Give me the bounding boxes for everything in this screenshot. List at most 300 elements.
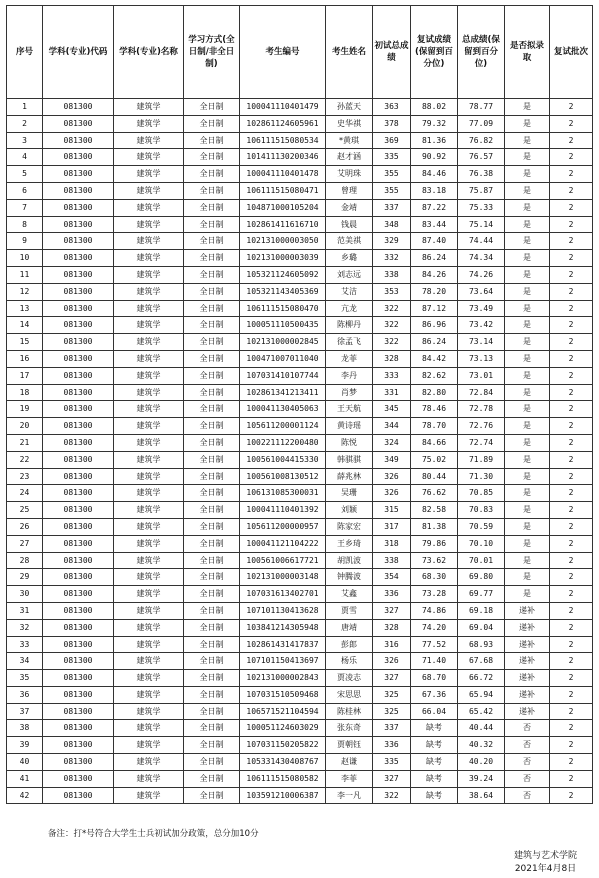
cell-retest-batch: 2 [550,99,593,116]
cell-retest-batch: 2 [550,602,593,619]
cell-candidate-name: 赵才涵 [326,149,373,166]
cell-study-mode: 全日制 [184,132,240,149]
cell-candidate-id: 102131000003039 [240,250,326,267]
cell-retest-score: 78.46 [411,401,458,418]
cell-total-score: 72.84 [458,384,505,401]
cell-admitted: 是 [505,535,550,552]
cell-retest-score: 75.02 [411,451,458,468]
cell-candidate-name: 刘颖 [326,502,373,519]
cell-prelim-score: 327 [373,670,411,687]
cell-subject-name: 建筑学 [114,334,184,351]
cell-candidate-id: 102861341213411 [240,384,326,401]
cell-index: 9 [7,233,43,250]
cell-subject-name: 建筑学 [114,770,184,787]
cell-retest-score: 缺考 [411,754,458,771]
cell-index: 13 [7,300,43,317]
table-row [7,300,593,317]
cell-prelim-score: 344 [373,418,411,435]
cell-prelim-score: 332 [373,250,411,267]
cell-subject-name: 建筑学 [114,434,184,451]
cell-retest-batch: 2 [550,502,593,519]
table-row [7,250,593,267]
cell-candidate-id: 106111515080534 [240,132,326,149]
table-row [7,686,593,703]
cell-retest-batch: 2 [550,787,593,804]
cell-study-mode: 全日制 [184,552,240,569]
cell-candidate-name: 金靖 [326,199,373,216]
cell-candidate-id: 105331430408767 [240,754,326,771]
cell-retest-batch: 2 [550,754,593,771]
cell-candidate-id: 106571521104594 [240,703,326,720]
cell-candidate-id: 100041110401392 [240,502,326,519]
cell-candidate-name: 徐孟飞 [326,334,373,351]
cell-subject-code: 081300 [43,384,114,401]
cell-admitted: 是 [505,233,550,250]
cell-candidate-id: 107101150413697 [240,653,326,670]
cell-subject-name: 建筑学 [114,602,184,619]
table-row [7,132,593,149]
cell-index: 1 [7,99,43,116]
cell-admitted: 是 [505,283,550,300]
table-row [7,636,593,653]
cell-subject-code: 081300 [43,300,114,317]
cell-prelim-score: 322 [373,317,411,334]
cell-candidate-name: 陈悦 [326,434,373,451]
cell-total-score: 40.20 [458,754,505,771]
cell-candidate-name: 史华祺 [326,115,373,132]
cell-study-mode: 全日制 [184,518,240,535]
cell-prelim-score: 338 [373,266,411,283]
cell-subject-code: 081300 [43,216,114,233]
cell-study-mode: 全日制 [184,166,240,183]
cell-prelim-score: 355 [373,182,411,199]
cell-retest-score: 82.58 [411,502,458,519]
cell-retest-score: 79.86 [411,535,458,552]
table-row [7,451,593,468]
cell-candidate-id: 100051124603029 [240,720,326,737]
cell-subject-code: 081300 [43,518,114,535]
cell-admitted: 是 [505,468,550,485]
cell-admitted: 是 [505,552,550,569]
cell-candidate-name: 李菲 [326,770,373,787]
header-study-mode: 学习方式(全日制/非全日制) [184,6,240,99]
cell-subject-code: 081300 [43,115,114,132]
cell-total-score: 70.83 [458,502,505,519]
table-row [7,283,593,300]
cell-study-mode: 全日制 [184,233,240,250]
cell-index: 36 [7,686,43,703]
cell-prelim-score: 353 [373,283,411,300]
cell-admitted: 递补 [505,670,550,687]
cell-subject-code: 081300 [43,586,114,603]
cell-retest-batch: 2 [550,115,593,132]
cell-admitted: 否 [505,787,550,804]
cell-admitted: 是 [505,250,550,267]
cell-index: 38 [7,720,43,737]
table-row [7,317,593,334]
cell-study-mode: 全日制 [184,485,240,502]
cell-candidate-id: 102131000003050 [240,233,326,250]
cell-subject-code: 081300 [43,149,114,166]
cell-study-mode: 全日制 [184,653,240,670]
cell-total-score: 70.10 [458,535,505,552]
cell-index: 32 [7,619,43,636]
cell-subject-code: 081300 [43,569,114,586]
cell-study-mode: 全日制 [184,535,240,552]
cell-total-score: 73.14 [458,334,505,351]
table-row [7,502,593,519]
cell-subject-code: 081300 [43,250,114,267]
cell-admitted: 是 [505,434,550,451]
cell-index: 18 [7,384,43,401]
cell-subject-name: 建筑学 [114,619,184,636]
table-row [7,115,593,132]
cell-candidate-id: 100561006617721 [240,552,326,569]
table-row [7,670,593,687]
cell-subject-name: 建筑学 [114,401,184,418]
cell-subject-code: 081300 [43,636,114,653]
cell-candidate-id: 106131085300031 [240,485,326,502]
cell-total-score: 72.76 [458,418,505,435]
cell-prelim-score: 335 [373,754,411,771]
remark-note: 备注：打*号符合大学生士兵初试加分政策，总分加10分 [48,829,259,839]
cell-candidate-name: 陈桂林 [326,703,373,720]
cell-total-score: 70.59 [458,518,505,535]
cell-subject-name: 建筑学 [114,636,184,653]
cell-index: 20 [7,418,43,435]
cell-total-score: 38.64 [458,787,505,804]
cell-retest-batch: 2 [550,770,593,787]
cell-retest-batch: 2 [550,350,593,367]
table-row [7,653,593,670]
cell-prelim-score: 378 [373,115,411,132]
cell-study-mode: 全日制 [184,317,240,334]
cell-candidate-id: 106111515080470 [240,300,326,317]
cell-total-score: 77.09 [458,115,505,132]
cell-retest-batch: 2 [550,367,593,384]
cell-study-mode: 全日制 [184,586,240,603]
cell-retest-batch: 2 [550,132,593,149]
cell-subject-name: 建筑学 [114,283,184,300]
table-row [7,703,593,720]
cell-candidate-name: 唐靖 [326,619,373,636]
cell-candidate-id: 107031150205822 [240,737,326,754]
cell-admitted: 是 [505,518,550,535]
cell-study-mode: 全日制 [184,670,240,687]
cell-study-mode: 全日制 [184,216,240,233]
cell-index: 3 [7,132,43,149]
cell-retest-batch: 2 [550,636,593,653]
cell-retest-score: 87.22 [411,199,458,216]
cell-retest-batch: 2 [550,199,593,216]
cell-subject-name: 建筑学 [114,418,184,435]
cell-subject-code: 081300 [43,737,114,754]
cell-subject-name: 建筑学 [114,216,184,233]
cell-subject-name: 建筑学 [114,737,184,754]
header-candidate-name: 考生姓名 [326,6,373,99]
cell-candidate-id: 100051110500435 [240,317,326,334]
cell-subject-code: 081300 [43,686,114,703]
cell-subject-code: 081300 [43,182,114,199]
table-row [7,384,593,401]
cell-retest-batch: 2 [550,468,593,485]
cell-subject-name: 建筑学 [114,586,184,603]
cell-admitted: 是 [505,300,550,317]
table-row [7,518,593,535]
cell-retest-score: 90.92 [411,149,458,166]
cell-index: 37 [7,703,43,720]
cell-total-score: 75.33 [458,199,505,216]
cell-subject-code: 081300 [43,485,114,502]
table-body [7,99,593,804]
cell-retest-score: 82.62 [411,367,458,384]
cell-admitted: 是 [505,132,550,149]
cell-admitted: 否 [505,720,550,737]
header-retest-score: 复试成绩(保留到百分位) [411,6,458,99]
cell-retest-batch: 2 [550,619,593,636]
cell-candidate-name: 范美祺 [326,233,373,250]
cell-candidate-id: 107031613402701 [240,586,326,603]
table-row [7,754,593,771]
cell-retest-batch: 2 [550,283,593,300]
cell-subject-name: 建筑学 [114,653,184,670]
cell-retest-score: 83.44 [411,216,458,233]
cell-total-score: 76.38 [458,166,505,183]
cell-study-mode: 全日制 [184,720,240,737]
cell-total-score: 75.14 [458,216,505,233]
cell-subject-name: 建筑学 [114,99,184,116]
cell-subject-name: 建筑学 [114,552,184,569]
cell-candidate-name: 刘志远 [326,266,373,283]
cell-candidate-name: 钱晨 [326,216,373,233]
cell-index: 39 [7,737,43,754]
cell-index: 26 [7,518,43,535]
cell-total-score: 71.89 [458,451,505,468]
cell-retest-batch: 2 [550,233,593,250]
cell-subject-code: 081300 [43,166,114,183]
cell-retest-batch: 2 [550,166,593,183]
cell-subject-name: 建筑学 [114,199,184,216]
cell-candidate-name: 孙蓝天 [326,99,373,116]
cell-admitted: 是 [505,502,550,519]
cell-total-score: 70.01 [458,552,505,569]
cell-candidate-name: 彭郎 [326,636,373,653]
cell-prelim-score: 318 [373,535,411,552]
cell-retest-score: 缺考 [411,720,458,737]
cell-admitted: 是 [505,367,550,384]
cell-candidate-id: 102861431417837 [240,636,326,653]
cell-prelim-score: 322 [373,787,411,804]
cell-admitted: 递补 [505,653,550,670]
cell-study-mode: 全日制 [184,418,240,435]
cell-candidate-id: 105321124605092 [240,266,326,283]
table-row [7,266,593,283]
cell-study-mode: 全日制 [184,350,240,367]
cell-retest-score: 86.24 [411,334,458,351]
table-row [7,367,593,384]
cell-prelim-score: 349 [373,451,411,468]
cell-retest-score: 71.40 [411,653,458,670]
cell-index: 21 [7,434,43,451]
cell-subject-name: 建筑学 [114,182,184,199]
table-row [7,418,593,435]
cell-study-mode: 全日制 [184,401,240,418]
cell-index: 27 [7,535,43,552]
header-admitted: 是否拟录取 [505,6,550,99]
cell-admitted: 递补 [505,703,550,720]
cell-admitted: 是 [505,216,550,233]
cell-candidate-id: 105321143405369 [240,283,326,300]
cell-index: 23 [7,468,43,485]
cell-retest-batch: 2 [550,535,593,552]
cell-retest-batch: 2 [550,451,593,468]
cell-subject-code: 081300 [43,132,114,149]
cell-prelim-score: 335 [373,149,411,166]
cell-subject-code: 081300 [43,670,114,687]
cell-index: 5 [7,166,43,183]
cell-subject-name: 建筑学 [114,233,184,250]
cell-total-score: 72.74 [458,434,505,451]
cell-admitted: 是 [505,350,550,367]
cell-retest-batch: 2 [550,670,593,687]
cell-retest-score: 88.02 [411,99,458,116]
cell-prelim-score: 316 [373,636,411,653]
cell-candidate-name: 乡璐 [326,250,373,267]
cell-prelim-score: 326 [373,653,411,670]
cell-admitted: 是 [505,199,550,216]
cell-index: 28 [7,552,43,569]
cell-total-score: 69.18 [458,602,505,619]
header-index: 序号 [7,6,43,99]
cell-total-score: 70.85 [458,485,505,502]
cell-retest-batch: 2 [550,418,593,435]
cell-subject-code: 081300 [43,317,114,334]
cell-subject-name: 建筑学 [114,384,184,401]
cell-study-mode: 全日制 [184,149,240,166]
cell-study-mode: 全日制 [184,367,240,384]
cell-prelim-score: 326 [373,485,411,502]
cell-prelim-score: 322 [373,334,411,351]
cell-retest-score: 81.38 [411,518,458,535]
cell-retest-score: 68.70 [411,670,458,687]
cell-index: 6 [7,182,43,199]
cell-retest-score: 73.28 [411,586,458,603]
table-row [7,99,593,116]
cell-candidate-name: 艾洁 [326,283,373,300]
cell-retest-batch: 2 [550,518,593,535]
header-retest-batch: 复试批次 [550,6,593,99]
cell-subject-name: 建筑学 [114,787,184,804]
cell-retest-score: 74.86 [411,602,458,619]
cell-retest-score: 84.46 [411,166,458,183]
cell-prelim-score: 337 [373,720,411,737]
cell-study-mode: 全日制 [184,703,240,720]
cell-retest-score: 84.26 [411,266,458,283]
cell-prelim-score: 322 [373,300,411,317]
cell-retest-batch: 2 [550,250,593,267]
cell-admitted: 递补 [505,686,550,703]
cell-total-score: 69.77 [458,586,505,603]
cell-subject-name: 建筑学 [114,166,184,183]
cell-subject-name: 建筑学 [114,317,184,334]
cell-subject-code: 081300 [43,367,114,384]
cell-candidate-id: 100471007011040 [240,350,326,367]
cell-study-mode: 全日制 [184,334,240,351]
cell-candidate-name: 亢龙 [326,300,373,317]
cell-candidate-id: 100221112200480 [240,434,326,451]
cell-study-mode: 全日制 [184,569,240,586]
cell-candidate-id: 100561008130512 [240,468,326,485]
cell-candidate-id: 101411130200346 [240,149,326,166]
cell-retest-score: 81.36 [411,132,458,149]
cell-prelim-score: 315 [373,502,411,519]
cell-admitted: 是 [505,569,550,586]
cell-subject-name: 建筑学 [114,686,184,703]
header-subject-name: 学科(专业)名称 [114,6,184,99]
cell-admitted: 是 [505,317,550,334]
cell-total-score: 65.42 [458,703,505,720]
table-row [7,166,593,183]
cell-candidate-name: 薛兆林 [326,468,373,485]
cell-candidate-id: 100041121104222 [240,535,326,552]
cell-total-score: 76.57 [458,149,505,166]
cell-index: 35 [7,670,43,687]
table-row [7,586,593,603]
cell-study-mode: 全日制 [184,115,240,132]
cell-subject-name: 建筑学 [114,350,184,367]
table-row [7,149,593,166]
cell-study-mode: 全日制 [184,451,240,468]
cell-retest-score: 86.96 [411,317,458,334]
cell-index: 29 [7,569,43,586]
cell-index: 16 [7,350,43,367]
cell-total-score: 74.34 [458,250,505,267]
cell-retest-score: 缺考 [411,737,458,754]
cell-retest-batch: 2 [550,300,593,317]
cell-subject-name: 建筑学 [114,485,184,502]
cell-candidate-id: 106111515080471 [240,182,326,199]
cell-candidate-id: 100041130405063 [240,401,326,418]
cell-prelim-score: 338 [373,552,411,569]
header-total-score: 总成绩(保留到百分位) [458,6,505,99]
cell-retest-batch: 2 [550,334,593,351]
cell-prelim-score: 337 [373,199,411,216]
cell-candidate-name: 钟腾波 [326,569,373,586]
cell-candidate-name: 王天航 [326,401,373,418]
cell-study-mode: 全日制 [184,737,240,754]
cell-study-mode: 全日制 [184,199,240,216]
cell-retest-score: 80.44 [411,468,458,485]
cell-admitted: 是 [505,451,550,468]
cell-subject-name: 建筑学 [114,367,184,384]
cell-index: 41 [7,770,43,787]
cell-admitted: 是 [505,418,550,435]
cell-total-score: 78.77 [458,99,505,116]
cell-retest-batch: 2 [550,182,593,199]
cell-total-score: 74.26 [458,266,505,283]
header-subject-code: 学科(专业)代码 [43,6,114,99]
header-prelim-score: 初试总成绩 [373,6,411,99]
cell-subject-name: 建筑学 [114,468,184,485]
cell-total-score: 75.87 [458,182,505,199]
cell-candidate-id: 105611200000957 [240,518,326,535]
cell-candidate-id: 102131000002843 [240,670,326,687]
cell-retest-batch: 2 [550,266,593,283]
cell-prelim-score: 348 [373,216,411,233]
cell-admitted: 是 [505,266,550,283]
cell-retest-batch: 2 [550,586,593,603]
cell-index: 17 [7,367,43,384]
